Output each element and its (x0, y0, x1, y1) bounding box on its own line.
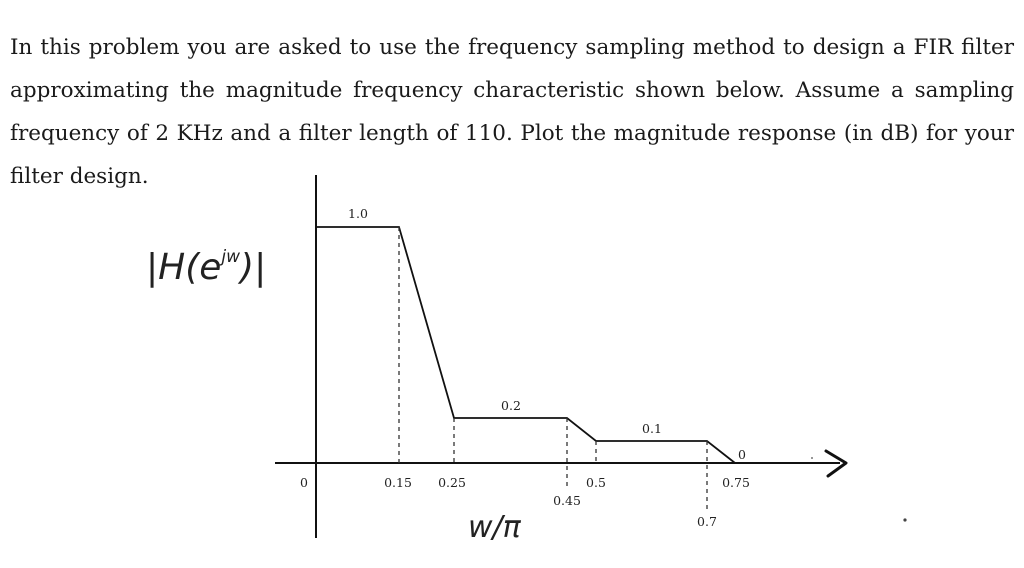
stray-dot (811, 457, 813, 459)
x-tick-label: 0.45 (553, 493, 581, 508)
problem-statement: In this problem you are asked to use the frequency sampling method to design a FIR filter approximating the magnitude frequency characteristic shown below. Assume a sampling frequency of 2 KHz and a filter length of 110. Plot the magnitude response (in dB) for your filter design. (10, 34, 1014, 189)
x-tick-label: 0.75 (722, 475, 750, 490)
x-axis-label: w/π (468, 510, 521, 545)
segment-label-passband: 1.0 (348, 206, 368, 221)
x-tick-label: 0.25 (438, 475, 466, 490)
x-tick-label: 0.5 (586, 475, 606, 490)
y-axis-label: $|H(e^{jw})|$ (146, 247, 267, 288)
segment-label-band3: 0.1 (642, 421, 662, 436)
magnitude-curve (316, 227, 735, 463)
x-tick-label: 0.15 (384, 475, 412, 490)
origin-label: 0 (300, 475, 308, 490)
x-tick-label: 0.7 (697, 514, 717, 529)
segment-label-band2: 0.2 (501, 398, 521, 413)
segment-label-stopband: 0 (738, 447, 746, 462)
stray-dot (903, 518, 906, 521)
